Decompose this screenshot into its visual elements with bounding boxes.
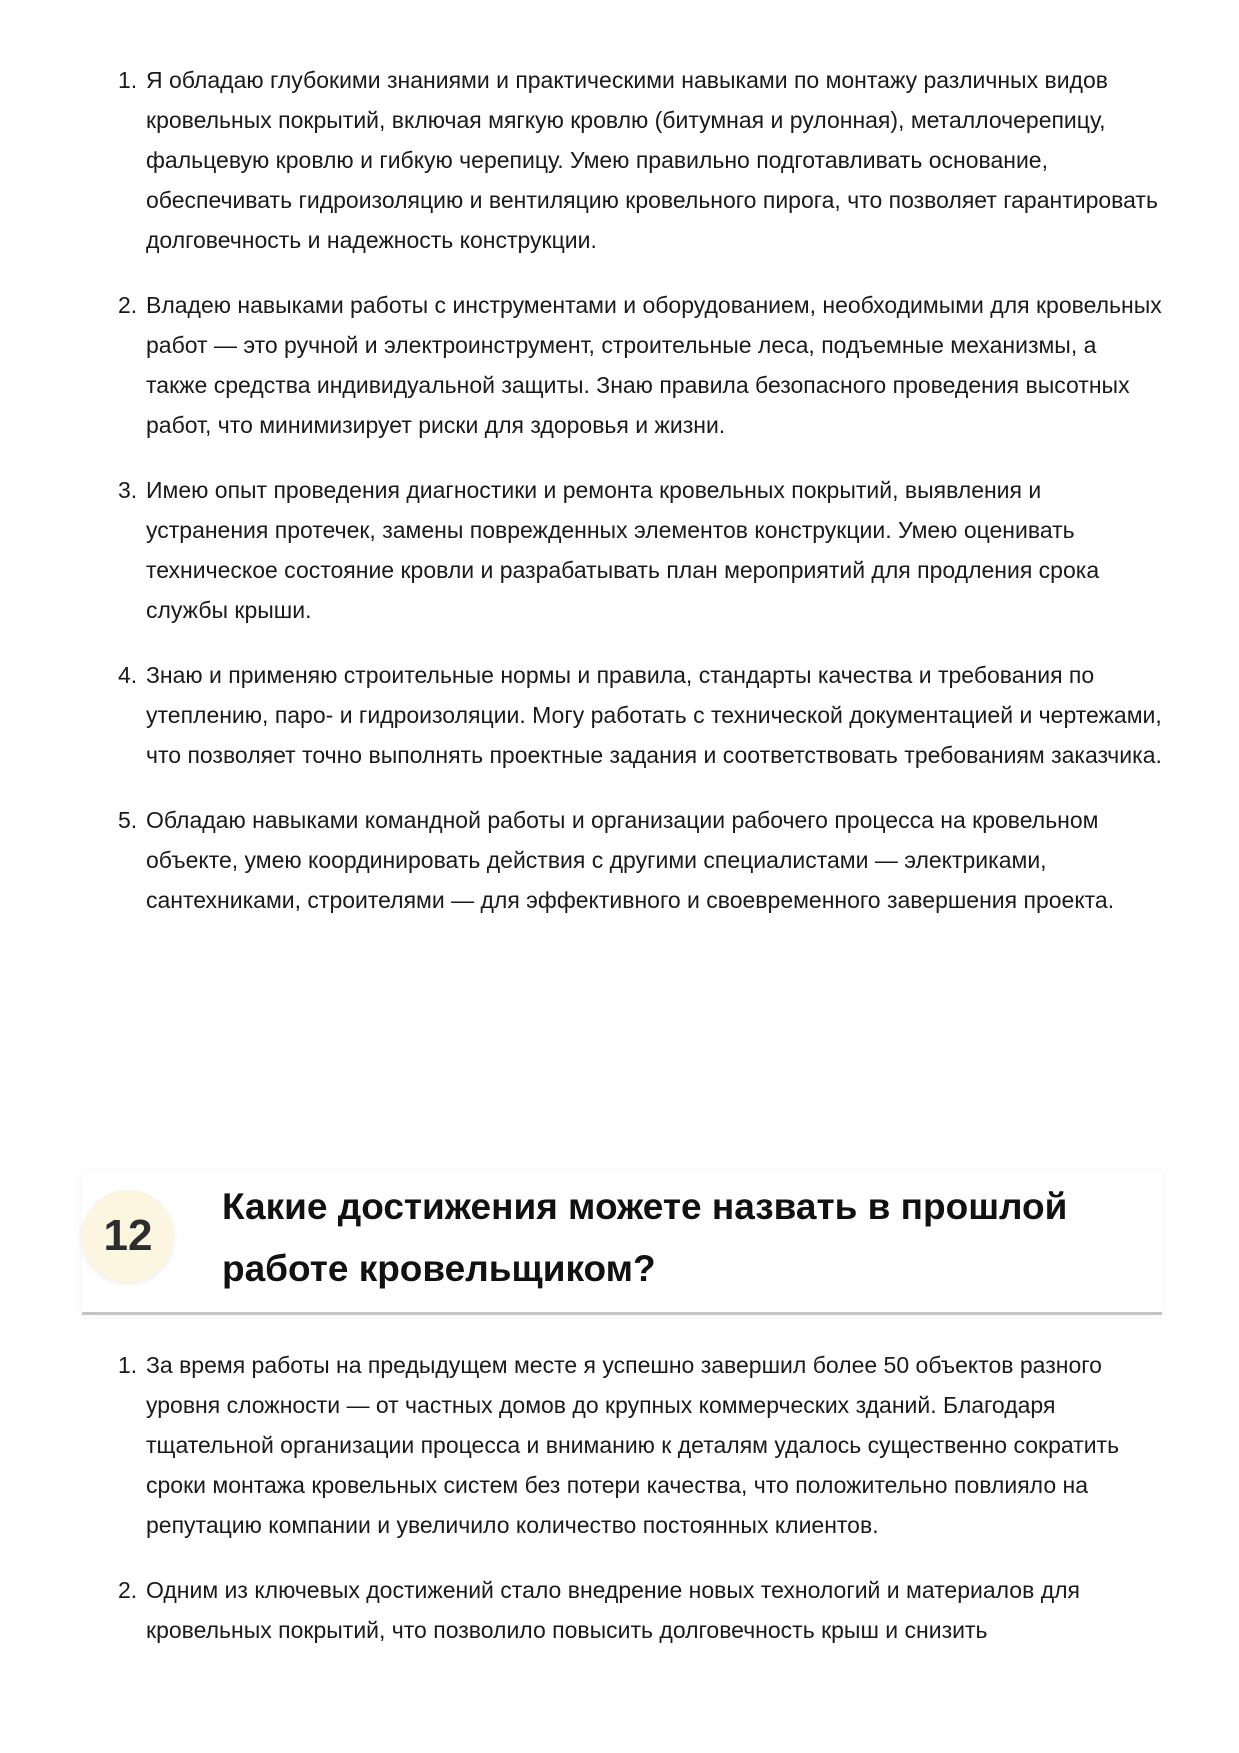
achievements-list bbox=[118, 1345, 1162, 1675]
list-item-number: 3. bbox=[118, 477, 138, 503]
list-item-number: 1. bbox=[118, 67, 138, 93]
list-item-number: 5. bbox=[118, 807, 138, 833]
list-item-text: Одним из ключевых достижений стало внедрение новых технологий и материалов для кровельных покрытий, что позволило повысить долговечность крыш и снизить bbox=[146, 1577, 1081, 1643]
list-item-text: Имею опыт проведения диагностики и ремонта кровельных покрытий, выявления и устранения протечек, замены поврежденных элементов конструкции. Умею оценивать техническое состояние кровли и разрабатывать план мероприятий для продления срока службы крыши. bbox=[146, 477, 1100, 623]
list-item bbox=[118, 1570, 1162, 1650]
skills-list bbox=[118, 60, 1162, 945]
list-item-number: 1. bbox=[118, 1352, 138, 1378]
question-number-badge: 12 bbox=[82, 1190, 174, 1282]
list-item bbox=[118, 655, 1162, 775]
list-item-text: Я обладаю глубокими знаниями и практическими навыками по монтажу различных видов кровельных покрытий, включая мягкую кровлю (битумная и рулонная), металлочерепицу, фальцевую кровлю и гибкую черепицу. Умею правильно подготавливать основание, обеспечивать гидроизоляцию и вентиляцию кровельного пирога, что позволяет гарантировать долговечность и надежность конструкции. bbox=[146, 67, 1158, 253]
list-item-number: 2. bbox=[118, 1577, 138, 1603]
question-header bbox=[82, 1170, 1162, 1315]
list-item bbox=[118, 60, 1162, 260]
list-item bbox=[118, 800, 1162, 920]
list-item-number: 4. bbox=[118, 662, 138, 688]
list-item bbox=[118, 470, 1162, 630]
list-item-text: За время работы на предыдущем месте я успешно завершил более 50 объектов разного уровня сложности — от частных домов до крупных коммерческих зданий. Благодаря тщательной организации процесса и вниманию к деталям удалось существенно сократить сроки монтажа кровельных систем без потери качества, что положительно повлияло на репутацию компании и увеличило количество постоянных клиентов. bbox=[146, 1352, 1120, 1538]
question-title: Какие достижения можете назвать в прошлой работе кровельщиком? bbox=[222, 1186, 1068, 1289]
list-item bbox=[118, 285, 1162, 445]
list-item-number: 2. bbox=[118, 292, 138, 318]
list-item-text: Обладаю навыками командной работы и организации рабочего процесса на кровельном объекте, умею координировать действия с другими специалистами — электриками, сантехниками, строителями — для эффективного и своевременного завершения проекта. bbox=[146, 807, 1115, 913]
list-item bbox=[118, 1345, 1162, 1545]
list-item-text: Знаю и применяю строительные нормы и правила, стандарты качества и требования по утеплению, паро- и гидроизоляции. Могу работать с технической документацией и чертежами, что позволяет точно выполнять проектные задания и соответствовать требованиям заказчика. bbox=[146, 662, 1162, 768]
list-item-text: Владею навыками работы с инструментами и оборудованием, необходимыми для кровельных работ — это ручной и электроинструмент, строительные леса, подъемные механизмы, а также средства индивидуальной защиты. Знаю правила безопасного проведения высотных работ, что минимизирует риски для здоровья и жизни. bbox=[146, 292, 1162, 438]
